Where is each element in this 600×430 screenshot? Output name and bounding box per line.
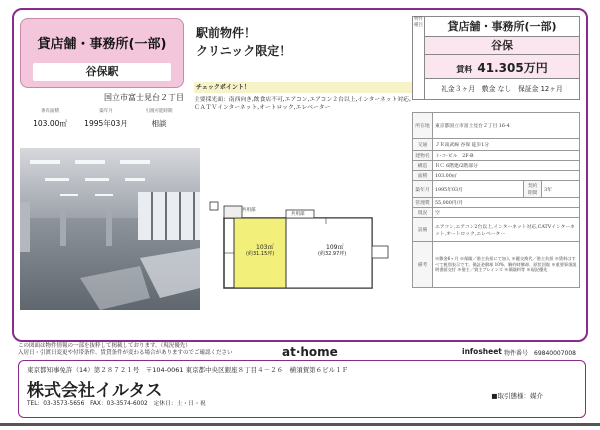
company-name: 株式会社イルタス (27, 381, 163, 401)
catch-line-2: クリニック限定！ (196, 44, 292, 58)
details-table (412, 112, 580, 288)
detail-key: 建物名 (413, 151, 433, 161)
stat-handover-value: 相談 (151, 119, 167, 128)
company-license: 東京都知事免許（14）第２８７２１号 〒104-0061 東京都中央区銀座８丁目４－２６ 横須賀第６ビル１Ｆ (27, 366, 349, 374)
footnote-line-1: この図面は物件情報の一部を抜粋して掲載しております。（現況優先） (18, 343, 191, 349)
unit-a-area: 103㎡ (256, 244, 274, 251)
detail-structure: ＲＣ 6階建/2階部分 (433, 161, 580, 171)
detail-key: 設備 (413, 218, 433, 242)
property-number: 物件番号 69840007008 (504, 350, 576, 357)
common-area-label-2: 共用部 (291, 212, 305, 217)
summary-panel (412, 16, 580, 100)
common-area-label: 共用部 (242, 208, 256, 213)
floor-plan (206, 196, 396, 314)
detail-access: ＪＲ南武線 谷保 徒歩1分 (433, 139, 580, 151)
detail-key: 交通 (413, 139, 433, 151)
transaction-type: ■取引態様：媒介 (491, 392, 543, 400)
unit-b-area: 109㎡ (326, 244, 344, 251)
detail-key: 構造 (413, 161, 433, 171)
address-short: 国立市富士見台２丁目 (104, 93, 184, 102)
detail-built: 1995年03月 (433, 181, 524, 198)
detail-area: 103.00㎡ (433, 171, 580, 181)
stat-area-value: 103.00㎡ (33, 119, 67, 128)
detail-status: 空 (433, 208, 580, 218)
company-tel: TEL：03-3573-5656 FAX：03-3574-6002 定休日：土・日・祝 (27, 401, 206, 407)
stat-built-value: 1995年03月 (84, 119, 128, 128)
catch-copy (196, 24, 291, 60)
detail-building: ト-コ-ビル 2F-B (433, 151, 580, 161)
stat-area-label: 専有面積 (41, 109, 59, 114)
detail-remarks: ※敷金6ヶ月 ※保険／借主負担にて加入 ※鍵交換代／借主負担 ※賃料はすべて税別表示です。保証金償却 10%、解約時償却、原状回復 ※重要事項説明書面交付 ※借主／貸主ブレインズ ※保険料等 ※現況優先 (433, 242, 580, 288)
stat-built (78, 108, 134, 129)
footnote-line-2: 入居日・引渡日変更や付帯条件、賃貸条件が変わる場合がありますのでご確認ください (18, 350, 233, 356)
stat-handover-label: 引渡可能時期 (145, 109, 173, 114)
rent-label: 賃料 (456, 65, 473, 74)
summary-station: 谷保 (425, 37, 579, 55)
detail-key: 面積 (413, 171, 433, 181)
summary-rent (425, 55, 579, 79)
company-box (18, 360, 586, 418)
bottom-rule (0, 423, 600, 426)
detail-mgmt-fee: 55,000円/月 (433, 198, 580, 208)
summary-side-label: 物件種目 (413, 17, 425, 99)
detail-address: 東京都国立市富士見台２丁目 16-4 (433, 113, 580, 139)
detail-key: 所在地 (413, 113, 433, 139)
station-name: 谷保駅 (33, 63, 171, 81)
detail-key: 管理費 (413, 198, 433, 208)
unit-a-tsubo: (約31.15坪) (246, 251, 275, 257)
footnote (18, 343, 233, 357)
rent-value: 41.305万円 (477, 61, 548, 75)
detail-key: 現況 (413, 208, 433, 218)
summary-terms: 礼金３ヶ月 敷金 なし 保証金 12ヶ月 (441, 85, 563, 93)
detail-term: 3年 (542, 181, 580, 198)
check-point-text: 主要採光面：南西向き,飲食店不可,エアコン,エアコン２台以上,インターネット対応,ＣＡＴＶインターネット,オートロック,エレベーター (194, 97, 411, 111)
check-point-title: チェックポイント！ (194, 82, 412, 93)
stat-area (26, 108, 74, 129)
stat-handover (134, 108, 184, 129)
unit-b-tsubo: (約32.97坪) (318, 251, 347, 257)
property-type-title: 貸店舗・事務所(一部) (37, 37, 167, 52)
detail-key: 築年月 (413, 181, 433, 198)
stat-built-label: 築年月 (99, 109, 113, 114)
infosheet-label: infosheet (462, 347, 502, 356)
summary-type: 貸店舗・事務所(一部) (425, 17, 579, 37)
title-card (20, 18, 184, 88)
athome-logo: at·home (282, 345, 338, 359)
detail-facilities: エアコン,エアコン2台以上,インターネット対応,CATVインターネット,オートロック,エレベーター (433, 218, 580, 242)
catch-line-1: 駅前物件！ (196, 26, 257, 40)
detail-key: 契約期間 (524, 181, 542, 198)
detail-key: 備考 (413, 242, 433, 288)
interior-photo (20, 148, 200, 310)
